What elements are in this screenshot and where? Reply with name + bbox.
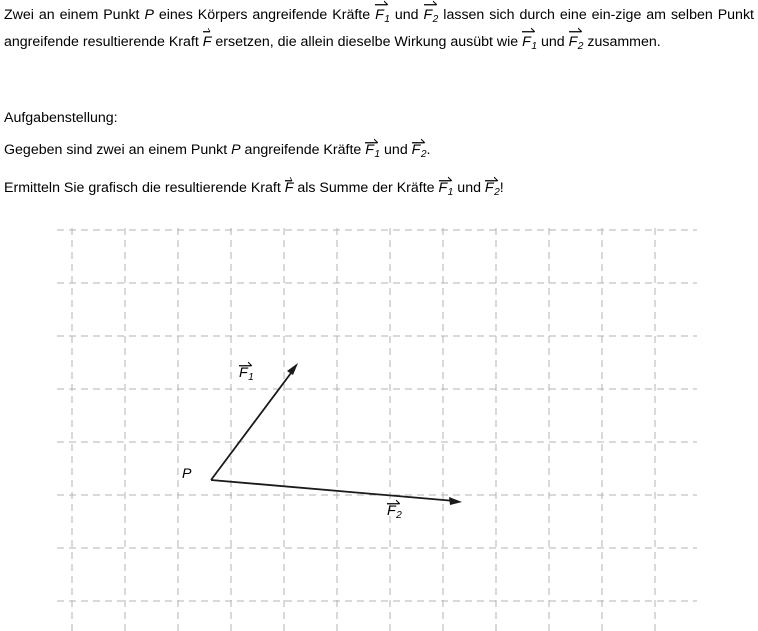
task-text-c: und bbox=[453, 180, 485, 196]
vector-f2-symbol: F2 bbox=[569, 31, 584, 58]
point-p-symbol: P bbox=[144, 7, 154, 23]
vector-arrow-icon bbox=[203, 27, 211, 34]
diagram-canvas bbox=[57, 228, 697, 631]
given-text-b: angreifende Kräfte bbox=[240, 142, 366, 158]
vector-f2-symbol: F2 bbox=[387, 503, 402, 521]
diagram-label-f1 bbox=[239, 365, 254, 383]
grid-lines bbox=[57, 228, 697, 631]
vector-f2-symbol: F2 bbox=[424, 4, 439, 31]
task-text-b: als Summe der Kräfte bbox=[293, 180, 439, 196]
vector-f1-arrow bbox=[211, 363, 298, 480]
intro-paragraph: Zwei an einem Punkt P eines Körpers angreifende Kräfte F1 und F2 lassen sich durch eine ein-zige am selben Punkt angreifende resultierende Kraft F ersetzen, die allein dieselbe Wirkung ausübt wie F1 und F2 zusammen. bbox=[4, 4, 754, 58]
vector-f-symbol: F bbox=[203, 31, 212, 54]
vector-f1-symbol: F1 bbox=[522, 31, 537, 58]
vector-f1-symbol: F1 bbox=[375, 4, 390, 31]
point-p-symbol: P bbox=[231, 142, 241, 158]
vector-f2-symbol: F2 bbox=[412, 142, 427, 160]
diagram-label-origin: P bbox=[182, 466, 192, 482]
task-text-a: Ermitteln Sie grafisch die resultierende Kraft bbox=[4, 180, 285, 196]
vector-arrow-icon bbox=[375, 0, 389, 7]
vector-f1-symbol: F1 bbox=[439, 180, 454, 198]
vector-arrow-icon bbox=[522, 27, 536, 34]
task-line bbox=[4, 180, 504, 198]
task-heading: Aufgabenstellung: bbox=[4, 110, 118, 126]
given-text-a: Gegeben sind zwei an einem Punkt bbox=[4, 142, 232, 158]
given-line bbox=[4, 142, 430, 160]
force-vector-diagram bbox=[57, 228, 697, 631]
vector-f1-symbol: F1 bbox=[365, 142, 380, 160]
vector-f1-symbol: F1 bbox=[239, 365, 254, 383]
given-text-d: . bbox=[426, 142, 431, 158]
task-text-d: ! bbox=[499, 180, 504, 196]
vector-arrow-icon bbox=[569, 27, 583, 34]
vector-arrow-icon bbox=[424, 0, 438, 7]
vector-f2-symbol: F2 bbox=[485, 180, 500, 198]
vector-f-symbol: F bbox=[285, 180, 294, 196]
given-text-c: und bbox=[380, 142, 412, 158]
diagram-label-f2 bbox=[387, 503, 402, 521]
